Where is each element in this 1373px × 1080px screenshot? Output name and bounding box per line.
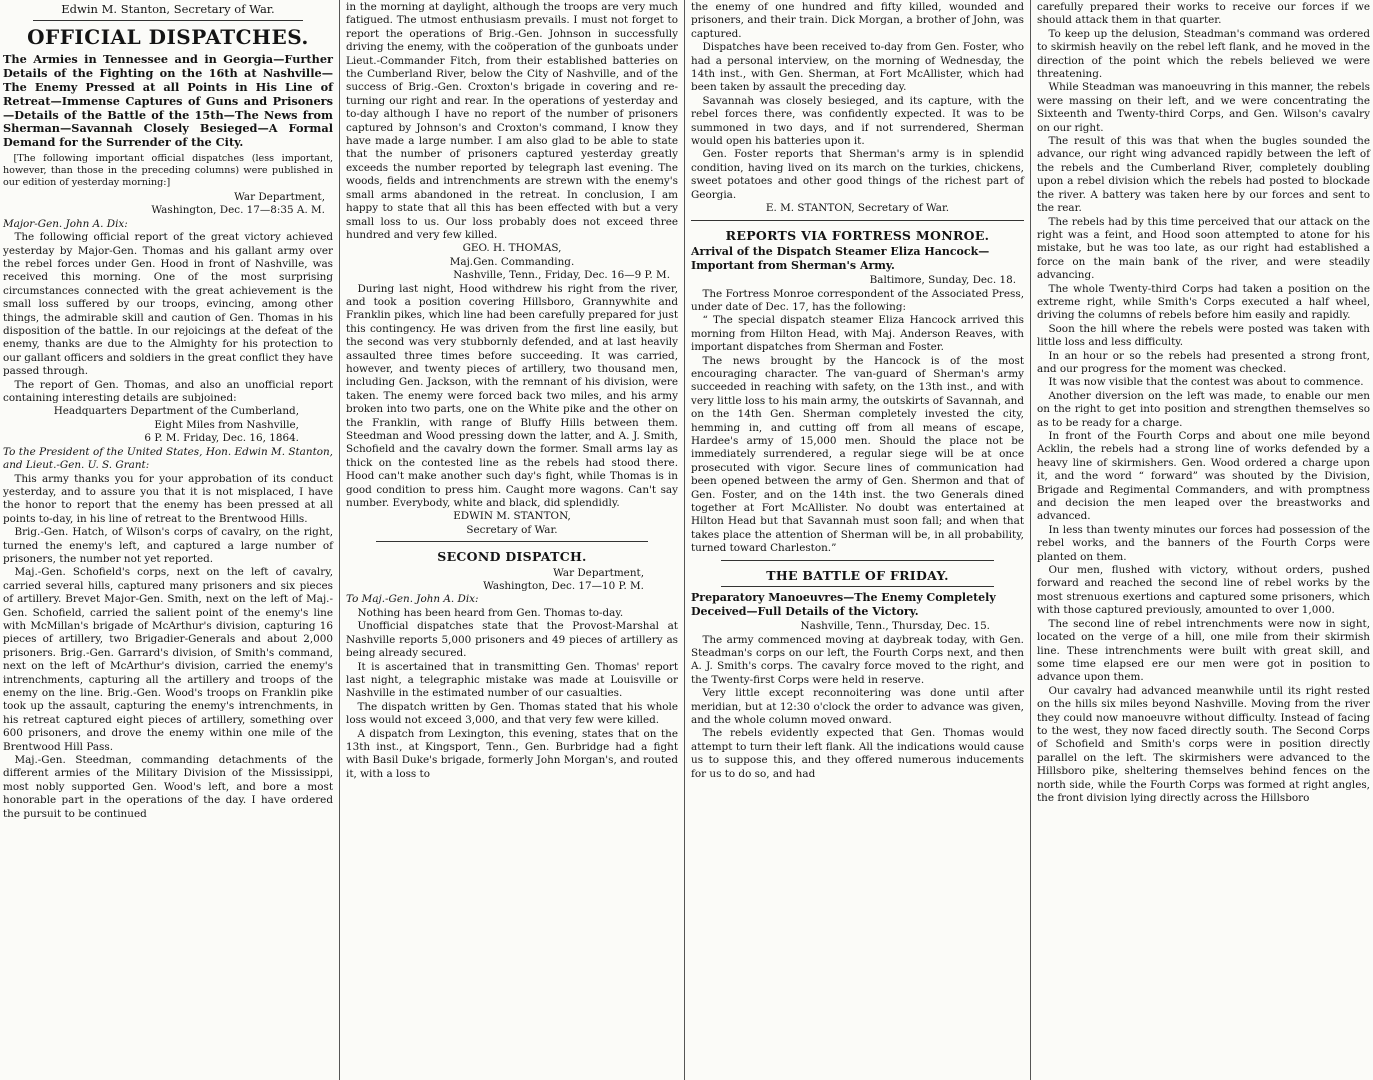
- dateline-dept: War Department,: [234, 190, 325, 203]
- salutation: Major-Gen. John A. Dix:: [3, 217, 128, 230]
- signature: E. M. STANTON, Secretary of War.: [765, 202, 950, 215]
- paragraph: Nothing has been heard from Gen. Thomas to-day.: [357, 606, 624, 619]
- hq-heading: Headquarters Department of the Cumberland,: [53, 405, 299, 418]
- column-3: [688, 0, 1027, 1080]
- paragraph: In less than twenty minutes our forces had possession of the rebel works, and the banners of the Fourth Corps were planted on them.: [1037, 523, 1370, 563]
- signature: GEO. H. THOMAS,: [462, 242, 562, 255]
- paragraph: This army thanks you for your approbation of its conduct yesterday, and to assure you that it is not misplaced, I have the honor to report that the enemy has been pressed at all points to-day, in his line of retreat to the Brentwood Hills.: [3, 472, 333, 525]
- divider: [721, 560, 994, 561]
- paragraph: Soon the hill where the rebels were posted was taken with little loss and less difficulty.: [1037, 322, 1370, 349]
- paragraph: Maj.-Gen. Schofield's corps, next on the left of cavalry, carried several hills, captured many prisoners and six pieces of artillery. Brevet Major-Gen. Smith, next on the left of Maj.-Gen. Schofield, carried the salient point of the enemy's line with McMillan's brigade of McArthur's division, capturing 16 pieces of artillery, two Brigadier-Generals and about 2,000 prisoners. Brig.-Gen. Garrard's division, of Smith's command, next on the left of McArthur's division, carried the enemy's intrenchments, capturing all the artillery and troops of the enemy on the line. Brig.-Gen. Wood's troops on Franklin pike took up the assault, capturing the enemy's intrenchments, in his retreat captured eight pieces of artillery, something over 600 prisoners, and drove the enemy within one mile of the Brentwood Hill Pass.: [3, 566, 333, 753]
- signature-title: Maj.Gen. Commanding.: [449, 255, 575, 268]
- column-4: [1034, 0, 1373, 1080]
- paragraph: Savannah was closely besieged, and its capture, with the rebel forces there, was confidently expected. It was to be summoned in two days, and if not surrendered, Sherman would open his batteries upon it.: [691, 94, 1024, 148]
- paragraph: While Steadman was manoeuvring in this manner, the rebels were massing on their left, and we were concentrating the Sixteenth and Twenty-third Corps, and Gen. Wilson's cavalry on our right.: [1037, 81, 1370, 134]
- dateline: Baltimore, Sunday, Dec. 18.: [869, 274, 1016, 287]
- section-heading: SECOND DISPATCH.: [437, 549, 587, 565]
- headline-deck: The Armies in Tennessee and in Georgia—Further Details of the Fighting on the 16th at Nashville—The Enemy Pressed at all Points in His Line of Retreat—Immense Captures of Guns and Prisoners—Details of the Battle of the 15th—The News from Sherman—Savannah Closely Besieged—A Formal Demand for the Surrender of the City.: [3, 52, 333, 150]
- paragraph: The second line of rebel intrenchments were now in sight, located on the verge of a hill, one mile from their skirmish line. These intrenchments were built with great skill, and some time elapsed ere our men were got in position to advance upon them.: [1037, 617, 1370, 684]
- dateline: Nashville, Tenn., Thursday, Dec. 15.: [800, 620, 990, 633]
- dateline: Nashville, Tenn., Friday, Dec. 16—9 P. M.: [453, 269, 670, 282]
- paragraph: Our men, flushed with victory, without orders, pushed forward and reached the second line of rebel works by the most strenuous exertions and captured some prisoners, which with those captured previously, amounted to over 1,000.: [1037, 564, 1370, 617]
- paragraph: Maj.-Gen. Steedman, commanding detachments of the different armies of the Military Division of the Mississippi, most nobly supported Gen. Wood's left, and bore a most honorable part in the operations of the day. I have ordered the pursuit to be continued: [3, 754, 333, 820]
- byline: Edwin M. Stanton, Secretary of War.: [61, 2, 275, 16]
- paragraph: Another diversion on the left was made, to enable our men on the right to get into position and strengthen themselves so as to be ready for a charge.: [1037, 389, 1370, 429]
- paragraph: Dispatches have been received to-day from Gen. Foster, who had a personal interview, on the morning of Wednesday, the 14th inst., with Gen. Sherman, at Fort McAllister, which had been taken by assault the preceding day.: [691, 41, 1024, 94]
- paragraph: The whole Twenty-third Corps had taken a position on the extreme right, while Smith's Corps executed a half wheel, driving the columns of rebels before him easily and rapidly.: [1037, 282, 1370, 322]
- section-heading: THE BATTLE OF FRIDAY.: [766, 567, 949, 583]
- section-heading: REPORTS VIA FORTRESS MONROE.: [725, 227, 990, 243]
- section-deck: Preparatory Manoeuvres—The Enemy Completely Deceived—Full Details of the Victory.: [691, 591, 996, 618]
- column-1: [0, 0, 336, 1080]
- column-rule: [684, 0, 685, 1080]
- paragraph: It is ascertained that in transmitting Gen. Thomas' report last night, a telegraphic mistake was made at Louisville or Nashville in the estimated number of our casualties.: [346, 660, 678, 700]
- paragraph: During last night, Hood withdrew his right from the river, and took a position covering Hillsboro, Grannywhite and Franklin pikes, which line had been carefully prepared for just this contingency. He was driven from the first line easily, but the second was very stubbornly defended, and at last heavily assaulted three times before succeeding. It was carried, however, and twenty pieces of artillery, two thousand men, including Gen. Jackson, with the remnant of his division, were taken. The enemy were forced back two miles, and his army broken into two parts, one on the White pike and the other on the Franklin, with range of Bluffy Hills between them. Steedman and Wood pressing down the latter, and A. J. Smith, Schofield and the cavalry down the former. Small arms lay as thick on the contested line as the rebels had stood there. Hood can't make another such day's fight, while Thomas is in good condition to press him. Caught more wagons. Can't say number. Everybody, white and black, did splendidly.: [346, 282, 678, 510]
- paragraph: The rebels had by this time perceived that our attack on the right was a feint, and Hood soon attempted to atone for his mistake, but he was too late, as our right had established a force on the main bank of the river, and were steadily advancing.: [1037, 215, 1370, 282]
- hq-location: Eight Miles from Nashville,: [154, 418, 299, 431]
- paragraph: The dispatch written by Gen. Thomas stated that his whole loss would not exceed 3,000, and that very few were killed.: [346, 700, 678, 727]
- paragraph: A dispatch from Lexington, this evening, states that on the 13th inst., at Kingsport, Tenn., Gen. Burbridge had a fight with Basil Duke's brigade, formerly John Morgan's, and routed it, with a loss to: [346, 727, 678, 780]
- paragraph: carefully prepared their works to receive our forces if we should attack them in that quarter.: [1037, 1, 1370, 27]
- paragraph: “ The special dispatch steamer Eliza Hancock arrived this morning from Hilton Head, with Maj. Anderson Reaves, with important dispatches from Sherman and Foster.: [691, 314, 1024, 354]
- section-deck: Arrival of the Dispatch Steamer Eliza Hancock—Important from Sherman's Army.: [691, 244, 990, 272]
- paragraph: The rebels evidently expected that Gen. Thomas would attempt to turn their left flank. All the indications would cause us to suppose this, and they offered numerous inducements for us to do so, and had: [691, 727, 1024, 780]
- dateline-place: Washington, Dec. 17—10 P. M.: [483, 580, 644, 593]
- paragraph: the enemy of one hundred and fifty killed, wounded and prisoners, and their train. Dick Morgan, a brother of John, was captured.: [691, 1, 1024, 40]
- paragraph: Our cavalry had advanced meanwhile until its right rested on the hills six miles beyond Nashville. Moving from the river they could now manoeuvre without difficulty. Instead of facing to the west, they now faced directly south. The Second Corps of Schofield and Smith's corps were in position directly parallel on the left. The skirmishers were advanced to the Hillsboro pike, sheltering themselves behind fences on the north side, while the Fourth Corps was formed at right angles, the front division lying directly across the Hillsboro: [1037, 684, 1370, 804]
- column-2: [343, 0, 681, 1080]
- paragraph: The following official report of the great victory achieved yesterday by Major-Gen. Thomas and his gallant army over the rebel forces under Gen. Hood in front of Nashville, was received this morning. One of the most surprising circumstances connected with the great achievement is the small loss suffered by our troops, evincing, among other things, the admirable skill and caution of Gen. Thomas in his disposition of the battle. In our rejoicings at the defeat of the enemy, thanks are due to the Almighty for his protection to our gallant officers and soldiers in the great conflict they have passed through.: [3, 231, 333, 378]
- paragraph: In an hour or so the rebels had presented a strong front, and our progress for the moment was checked.: [1037, 349, 1370, 375]
- paragraph: in the morning at daylight, although the troops are very much fatigued. The utmost enthusiasm prevails. I must not forget to report the operations of Brig.-Gen. Johnson in successfully driving the enemy, with the coöperation of the gunboats under Lieut.-Commander Fitch, from their established batteries on the Cumberland River, below the City of Nashville, and of the success of Brig.-Gen. Croxton's brigade in covering and re-turning our right and rear. In the operations of yesterday and to-day although I have no report of the number of prisoners captured by Johnson's and Croxton's command, I know they have made a large number. I am also glad to be able to state that the number of prisoners captured yesterday greatly exceeds the number reported by telegraph last evening. The woods, fields and intrenchments are strewn with the enemy's small arms abandoned in the retreat. In conclusion, I am happy to state that all this has been effected with but a very small loss to us. Our loss probably does not exceed three hundred and very few killed.: [346, 1, 678, 241]
- dateline-dept: War Department,: [553, 566, 644, 579]
- salutation: To Maj.-Gen. John A. Dix:: [346, 593, 479, 606]
- signature: EDWIN M. STANTON,: [453, 510, 571, 523]
- paragraph: In front of the Fourth Corps and about one mile beyond Acklin, the rebels had a strong line of works defended by a heavy line of skirmishers. Gen. Wood ordered a charge upon it, and the word “ forward” was shouted by the Division, Brigade and Regimental Commanders, and with promptness and decision the men leaped over the breastworks and advanced.: [1037, 430, 1370, 523]
- column-rule: [339, 0, 340, 1080]
- hq-date: 6 P. M. Friday, Dec. 16, 1864.: [144, 432, 299, 445]
- paragraph: The Fortress Monroe correspondent of the Associated Press, under date of Dec. 17, has the following:: [691, 287, 1024, 313]
- divider: [376, 541, 648, 542]
- divider: [721, 586, 994, 587]
- paragraph: Very little except reconnoitering was done until after meridian, but at 12:30 o'clock the order to advance was given, and the whole column moved onward.: [691, 687, 1024, 727]
- paragraph: The result of this was that when the bugles sounded the advance, our right wing advanced rapidly between the left of the rebels and the Cumberland River, completely doubling upon a rebel division which the rebels had posted to blockade the river. A battery was taken here by our forces and sent to the rear.: [1037, 135, 1370, 215]
- paragraph: Brig.-Gen. Hatch, of Wilson's corps of cavalry, on the right, turned the enemy's left, and captured a large number of prisoners, the number not yet reported.: [3, 526, 333, 565]
- masthead-headline: OFFICIAL DISPATCHES.: [27, 25, 309, 50]
- column-rule: [1030, 0, 1031, 1080]
- divider: [691, 220, 1024, 221]
- dateline-place: Washington, Dec. 17—8:35 A. M.: [151, 204, 325, 217]
- paragraph: To keep up the delusion, Steadman's command was ordered to skirmish heavily on the rebel left flank, and he moved in the direction of the point which the rebels believed we were threatening.: [1037, 27, 1370, 81]
- paragraph: The army commenced moving at daybreak today, with Gen. Steadman's corps on our left, the Fourth Corps next, and then A. J. Smith's corps. The cavalry force moved to the right, and the Twenty-first Corps were held in reserve.: [691, 633, 1024, 686]
- paragraph: Gen. Foster reports that Sherman's army is in splendid condition, having lived on its march on the turkies, chickens, sweet potatoes and other good things of the richest part of Georgia.: [691, 148, 1024, 201]
- paragraph: The report of Gen. Thomas, and also an unofficial report containing interesting details are subjoined:: [3, 378, 333, 405]
- salutation: To the President of the United States, Hon. Edwin M. Stanton, and Lieut.-Gen. U. S. Grant:: [3, 445, 333, 472]
- editor-note: [The following important official dispatches (less important, however, than those in the preceding columns) were published in our edition of yesterday morning:]: [3, 152, 333, 188]
- paragraph: The news brought by the Hancock is of the most encouraging character. The van-guard of Sherman's army succeeded in reaching with safety, on the 13th inst., and with very little loss to his main army, the outskirts of Savannah, and on the 14th Gen. Sherman completely invested the city, hemming in, and cutting off from all means of escape, Hardee's army of 15,000 men. Should the place not be immediately surrendered, a regular siege will be at once prosecuted with vigor. Secure lines of communication had been opened between the army of Gen. Shermon and that of Gen. Foster, and on the 14th inst. the two Generals dined together at Fort McAllister. No doubt was entertained at Hilton Head but that Savannah must soon fall; and when that takes place the attention of Sherman will be, in all probability, turned toward Charleston.”: [691, 354, 1024, 555]
- paragraph: Unofficial dispatches state that the Provost-Marshal at Nashville reports 5,000 prisoners and 49 pieces of artillery as being already secured.: [346, 620, 678, 660]
- divider: [33, 20, 303, 21]
- paragraph: It was now visible that the contest was about to commence.: [1048, 376, 1364, 389]
- signature-title: Secretary of War.: [466, 523, 558, 536]
